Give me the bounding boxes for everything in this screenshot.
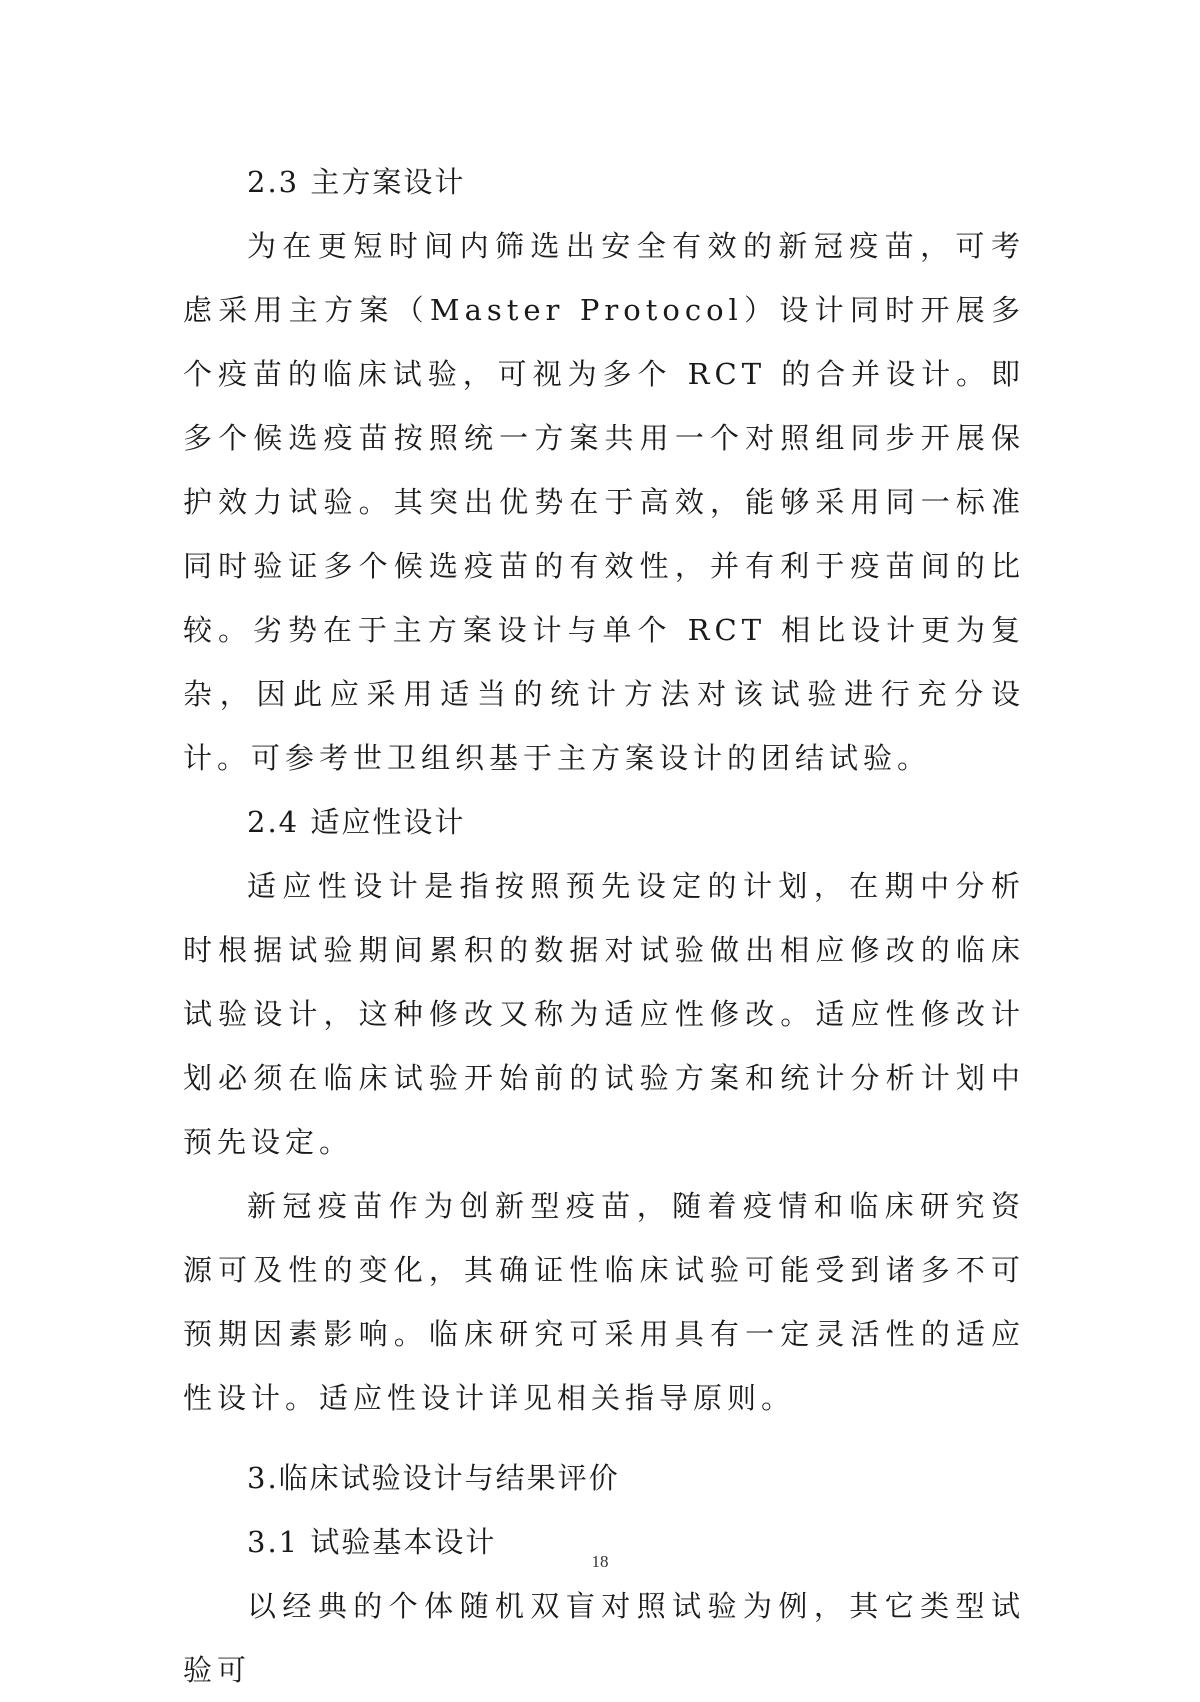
paragraph-master-protocol: 为在更短时间内筛选出安全有效的新冠疫苗，可考虑采用主方案（Master Protocol）设计同时开展多个疫苗的临床试验，可视为多个 RCT 的合并设计。即多个候选疫苗按照统一方案共用一个对照组同步开展保护效力试验。其突出优势在于高效，能够采用同一标准同时验证多个候选疫苗的有效性，并有利于疫苗间的比较。劣势在于主方案设计与单个 RCT 相比设计更为复杂，因此应采用适当的统计方法对该试验进行充分设计。可参考世卫组织基于主方案设计的团结试验。 bbox=[183, 229, 1025, 775]
section-heading-2-4: 2.4 适应性设计 bbox=[247, 805, 466, 839]
section-heading-3-1: 3.1 试验基本设计 bbox=[247, 1525, 497, 1559]
section-heading-3: 3.临床试验设计与结果评价 bbox=[247, 1461, 620, 1495]
paragraph-adaptive-design-covid: 新冠疫苗作为创新型疫苗，随着疫情和临床研究资源可及性的变化，其确证性临床试验可能受到诸多不可预期因素影响。临床研究可采用具有一定灵活性的适应性设计。适应性设计详见相关指导原则。 bbox=[183, 1189, 1025, 1415]
page-number: 18 bbox=[591, 1552, 609, 1571]
paragraph-basic-design: 以经典的个体随机双盲对照试验为例，其它类型试验可 bbox=[183, 1589, 1025, 1687]
paragraph-adaptive-design-definition: 适应性设计是指按照预先设定的计划，在期中分析时根据试验期间累积的数据对试验做出相应修改的临床试验设计，这种修改又称为适应性修改。适应性修改计划必须在临床试验开始前的试验方案和统计分析计划中预先设定。 bbox=[183, 869, 1025, 1159]
page-body bbox=[183, 150, 1025, 1702]
section-heading-2-3: 2.3 主方案设计 bbox=[247, 165, 466, 199]
